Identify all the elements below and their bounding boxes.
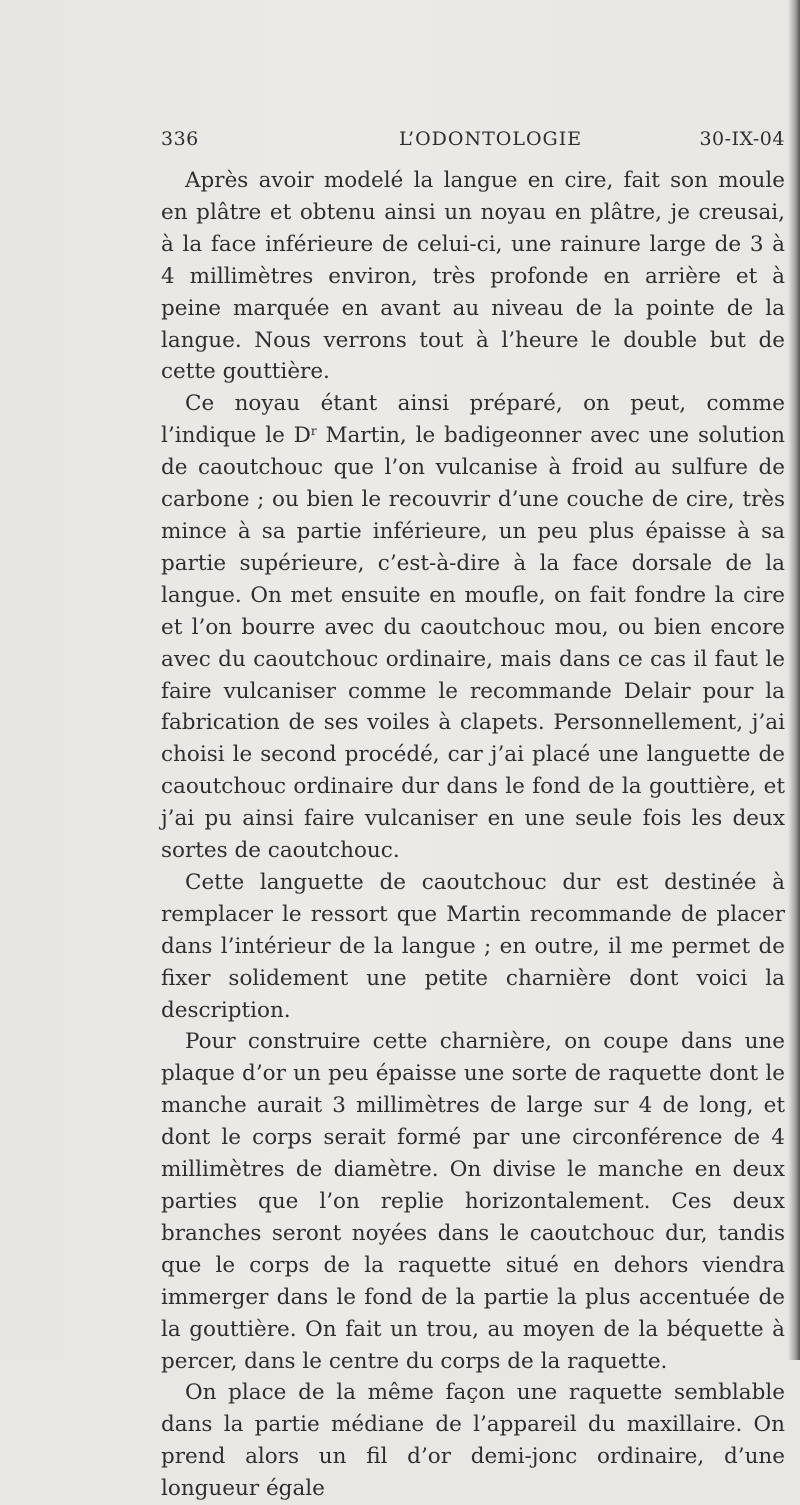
page-edge-shadow bbox=[788, 0, 800, 1360]
paragraph: Pour construire cette charnière, on coupe dans une plaque d’or un peu épaisse une sorte de raquette dont le manche aurait 3 millimètres de large sur 4 de long, et dont le corps serait formé par une circonférence de 4 millimètres de diamètre. On divise le manche en deux parties que l’on replie horizontalement. Ces deux branches seront noyées dans le caoutchouc dur, tandis que le corps de la raquette situé en dehors viendra immerger dans le fond de la partie la plus accentuée de la gouttière. On fait un trou, au moyen de la béquette à percer, dans le centre du corps de la raquette. bbox=[161, 1029, 785, 1374]
journal-title: L’ODONTOLOGIE bbox=[399, 128, 583, 150]
issue-date: 30-IX-04 bbox=[699, 128, 785, 150]
paragraph: Cette languette de caoutchouc dur est destinée à remplacer le ressort que Martin recommande de placer dans l’intérieur de la langue ; en outre, il me permet de fixer solidement une petite charnière dont voici la description. bbox=[161, 869, 785, 1023]
body-text bbox=[161, 165, 785, 1505]
page-number: 336 bbox=[161, 128, 199, 150]
paragraph: Ce noyau étant ainsi préparé, on peut, comme l’indique le $D^r$ Martin, le badigeonner avec une solution de caoutchouc que l’on vulcanise à froid au sulfure de carbone ; ou bien le recouvrir d’une couche de cire, très mince à sa partie inférieure, un peu plus épaisse à sa partie supérieure, c’est-à-dire à la face dorsale de la langue. On met ensuite en moufle, on fait fondre la cire et l’on bourre avec du caoutchouc mou, ou bien encore avec du caoutchouc ordinaire, mais dans ce cas il faut le faire vulcaniser comme le recommande Delair pour la fabrication de ses voiles à clapets. Personnellement, j’ai choisi le second procédé, car j’ai placé une languette de caoutchouc ordinaire dur dans le fond de la gouttière, et j’ai pu ainsi faire vulcaniser en une seule fois les deux sortes de caoutchouc. bbox=[161, 391, 785, 864]
paragraph: Après avoir modelé la langue en cire, fait son moule en plâtre et obtenu ainsi un noyau en plâtre, je creusai, à la face inférieure de celui-ci, une rainure large de 3 à 4 millimètres environ, très profonde en arrière et à peine marquée en avant au niveau de la pointe de la langue. Nous verrons tout à l’heure le double but de cette gouttière. bbox=[161, 168, 785, 385]
running-header bbox=[161, 128, 791, 158]
paragraph: On place de la même façon une raquette semblable dans la partie médiane de l’appareil du maxillaire. On prend alors un fil d’or demi-jonc ordinaire, d’une longueur égale bbox=[161, 1380, 785, 1502]
